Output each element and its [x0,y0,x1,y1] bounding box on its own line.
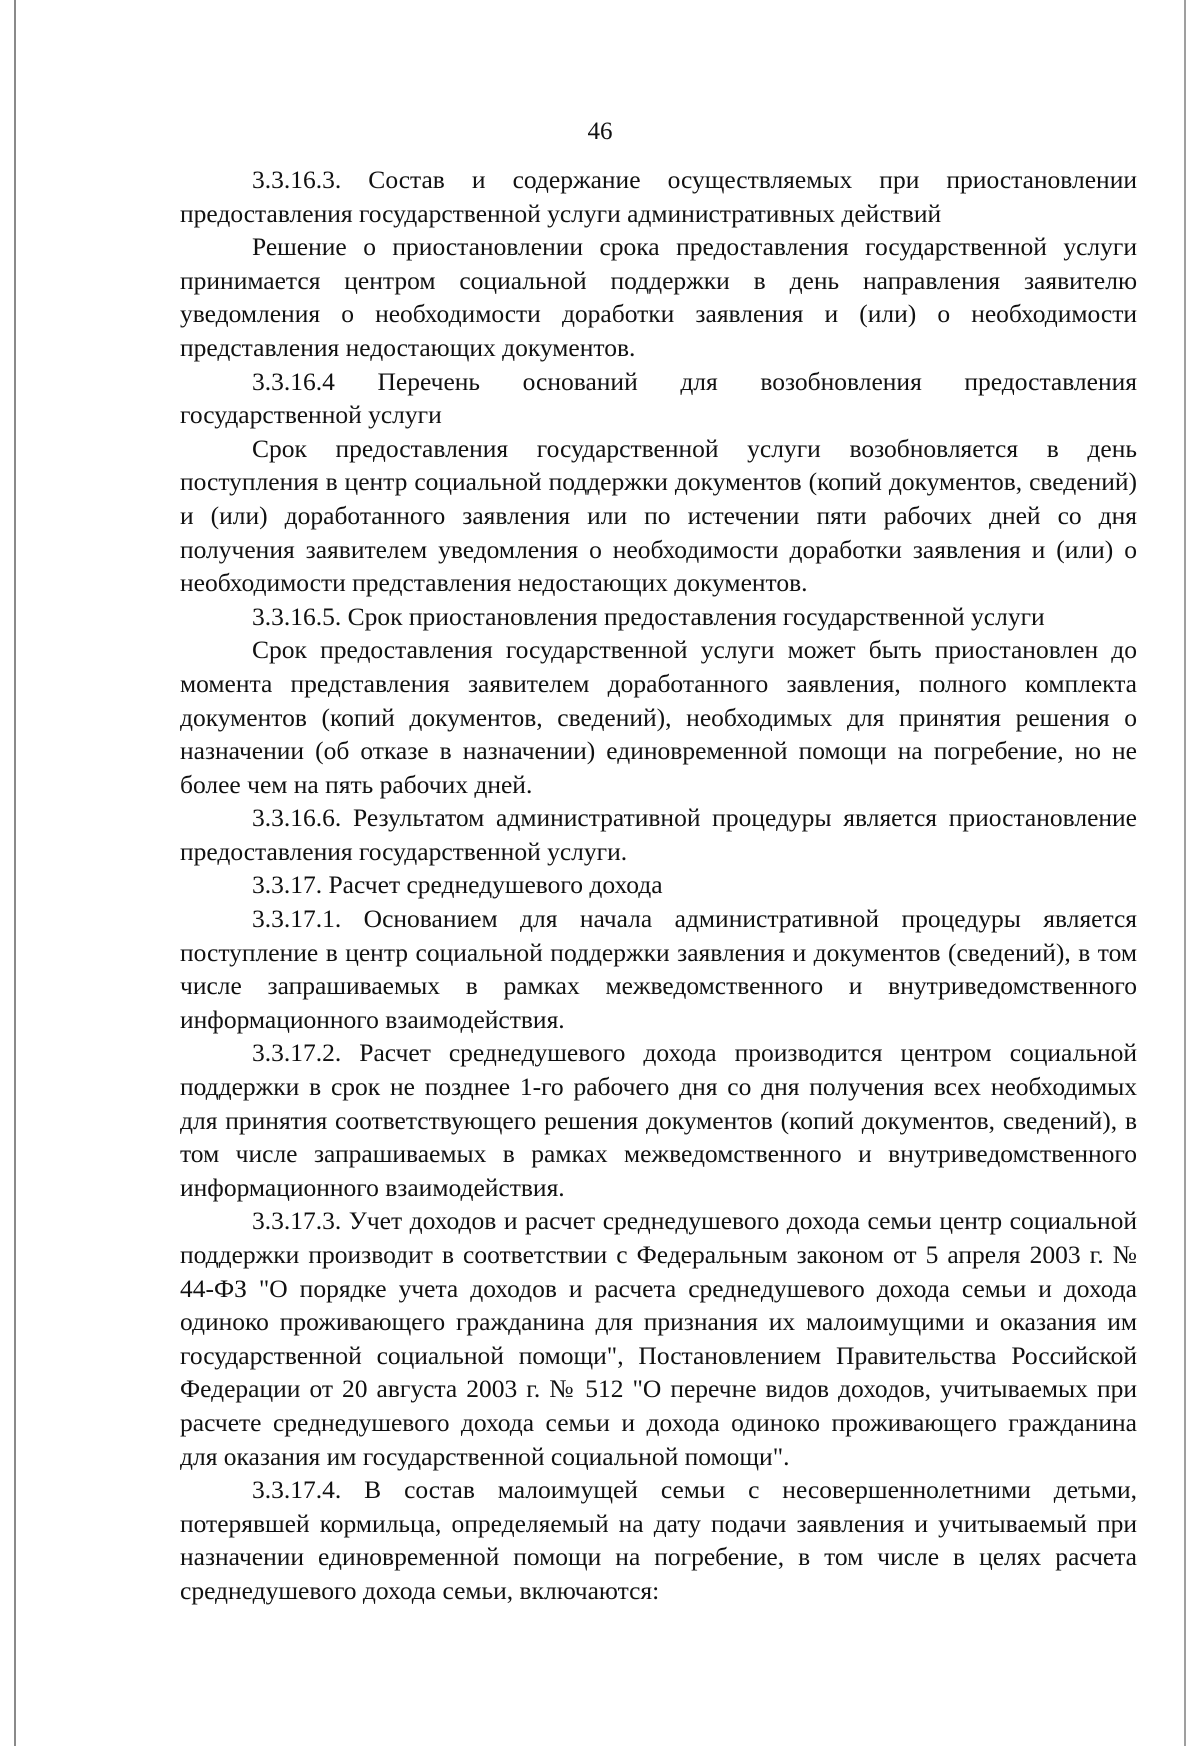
paragraph-3-3-16-4-heading: 3.3.16.4 Перечень оснований для возобновления предоставления государственной услуги [180,366,1137,430]
paragraph-3-3-17-2: 3.3.17.2. Расчет среднедушевого дохода производится центром социальной поддержки в срок не позднее 1-го рабочего дня со дня получения всех необходимых для принятия соответствующего решения документов (копий документов, сведений), в том числе запрашиваемых в рамках межведомственного и внутриведомственного информационного взаимодействия. [180,1038,1137,1202]
paragraph-resumption-term: Срок предоставления государственной услуги возобновляется в день поступления в центр социальной поддержки документов (копий документов, сведений) и (или) доработанного заявления или по истечении пяти рабочих дней со дня получения заявителем уведомления о необходимости доработки заявления и (или) о необходимости представления недостающих документов. [180,433,1137,598]
document-body [180,163,1137,1608]
paragraph-3-3-16-6: 3.3.16.6. Результатом административной процедуры является приостановление предоставления государственной услуги. [180,803,1137,866]
paragraph-3-3-16-3-heading: 3.3.16.3. Состав и содержание осуществляемых при приостановлении предоставления государственной услуги административных действий [180,165,1137,228]
paragraph-3-3-17-4: 3.3.17.4. В состав малоимущей семьи с несовершеннолетними детьми, потерявшей кормильца, определяемый на дату подачи заявления и учитываемый при назначении единовременной помощи на погребение, в том числе в целях расчета среднедушевого дохода семьи, включаются: [180,1475,1137,1605]
paragraph-3-3-16-5-heading: 3.3.16.5. Срок приостановления предоставления государственной услуги [252,601,1045,631]
paragraph-3-3-17-3: 3.3.17.3. Учет доходов и расчет среднедушевого дохода семьи центр социальной поддержки производит в соответствии с Федеральным законом от 5 апреля 2003 г. № 44-ФЗ "О порядке учета доходов и расчета среднедушевого дохода семьи и дохода одиноко проживающего гражданина для признания их малоимущими и оказания им государственной социальной помощи", Постановлением Правительства Российской Федерации от 20 августа 2003 г. № 512 "О перечне видов доходов, учитываемых при расчете среднедушевого дохода семьи и дохода одиноко проживающего гражданина для оказания им государственной социальной помощи". [180,1206,1137,1471]
paragraph-suspension-decision: Решение о приостановлении срока предоставления государственной услуги принимается центром социальной поддержки в день направления заявителю уведомления о необходимости доработки заявления и (или) о необходимости представления недостающих документов. [180,232,1137,362]
scan-edge-right [1184,0,1186,1746]
scan-edge-left [14,0,16,1746]
page-number: 46 [587,118,613,145]
paragraph-3-3-17-1: 3.3.17.1. Основанием для начала административной процедуры является поступление в центр социальной поддержки заявления и документов (сведений), в том числе запрашиваемых в рамках межведомственного и внутриведомственного информационного взаимодействия. [180,904,1137,1034]
paragraph-3-3-17-heading: 3.3.17. Расчет среднедушевого дохода [252,870,663,900]
paragraph-suspension-term: Срок предоставления государственной услуги может быть приостановлен до момента представления заявителем доработанного заявления, полного комплекта документов (копий документов, сведений), необходимых для принятия решения о назначении (об отказе в назначении) единовременной помощи на погребение, но не более чем на пять рабочих дней. [180,635,1137,799]
